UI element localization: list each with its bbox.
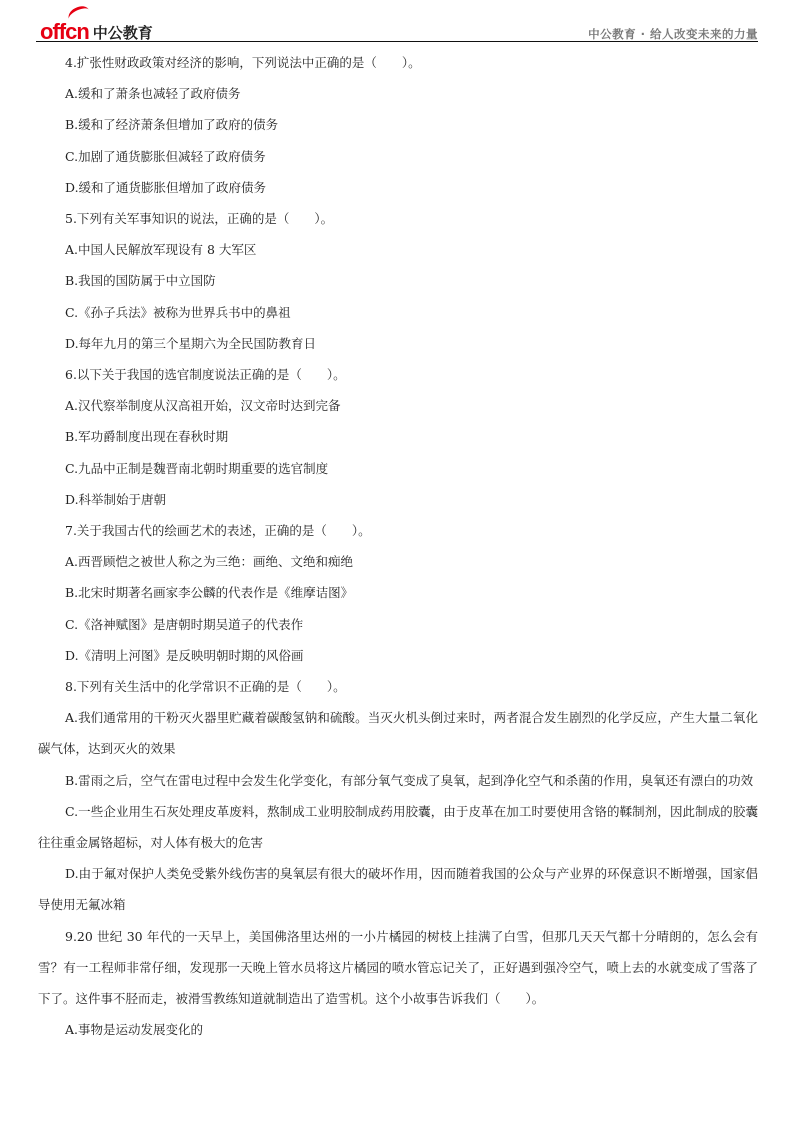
question-option: D.由于氟对保护人类免受紫外线伤害的臭氧层有很大的破坏作用，因而随着我国的公众与产业界的环保意识不断增强，国家倡导使用无氟冰箱 bbox=[38, 866, 758, 913]
question-option: B.我国的国防属于中立国防 bbox=[65, 273, 216, 289]
question-stem: 4.扩张性财政政策对经济的影响，下列说法中正确的是（ ）。 bbox=[65, 55, 421, 70]
question-option: B.军功爵制度出现在春秋时期 bbox=[65, 429, 229, 445]
question-option: B.北宋时期著名画家李公麟的代表作是《维摩诘图》 bbox=[65, 585, 354, 601]
question-option: A.我们通常用的干粉灭火器里贮藏着碳酸氢钠和硫酸。当灭火机头倒过来时，两者混合发生剧烈的化学反应，产生大量二氧化碳气体，达到灭火的效果 bbox=[38, 710, 758, 757]
question-stem: 5.下列有关军事知识的说法，正确的是（ ）。 bbox=[65, 211, 334, 227]
question-option: D.缓和了通货膨胀但增加了政府债务 bbox=[65, 179, 267, 195]
question-option: C.九品中正制是魏晋南北朝时期重要的选官制度 bbox=[65, 460, 329, 476]
question-option: B.雷雨之后，空气在雷电过程中会发生化学变化，有部分氧气变成了臭氧，起到净化空气和杀菌的作用，臭氧还有漂白的功效 bbox=[65, 772, 754, 788]
page-header bbox=[38, 12, 758, 44]
question-option: A.中国人民解放军现设有 8 大军区 bbox=[65, 242, 257, 258]
question-option: D.《清明上河图》是反映明朝时期的风俗画 bbox=[65, 647, 304, 663]
question-option: A.西晋顾恺之被世人称之为三绝：画绝、文绝和痴绝 bbox=[65, 554, 354, 570]
question-option: C.《洛神赋图》是唐朝时期吴道子的代表作 bbox=[65, 616, 304, 632]
question-stem: 7.关于我国古代的绘画艺术的表述，正确的是（ ）。 bbox=[65, 523, 371, 539]
question-option: B.缓和了经济萧条但增加了政府的债务 bbox=[65, 117, 279, 133]
logo-text-cn: 中公教育 bbox=[92, 24, 153, 42]
question-option: C.《孙子兵法》被称为世界兵书中的鼻祖 bbox=[65, 304, 291, 320]
logo-text-en: offcn bbox=[40, 19, 89, 44]
header-slogan: 中公教育 · 给人改变未来的力量 bbox=[588, 27, 758, 41]
header-divider bbox=[36, 41, 758, 42]
question-stem: 9.20 世纪 30 年代的一天早上，美国佛洛里达州的一小片橘园的树枝上挂满了白雪，但那几天天气都十分晴朗的，怎么会有雪？有一工程师非常仔细，发现那一天晚上管水员将这片橘园的喷水管忘记关了，正好遇到强冷空气，喷上去的水就变成了雪落了下了。这件事不胫而走，被滑雪教练知道就制造出了造雪机。这个小故事告诉我们（ ）。 bbox=[38, 928, 758, 1007]
question-option: C.加剧了通货膨胀但减轻了政府债务 bbox=[65, 148, 266, 164]
question-option: D.每年九月的第三个星期六为全民国防教育日 bbox=[65, 335, 317, 351]
question-option: A.汉代察举制度从汉高祖开始，汉文帝时达到完备 bbox=[65, 398, 341, 414]
question-option: C.一些企业用生石灰处理皮革废料，熬制成工业明胶制成药用胶囊，由于皮革在加工时要使用含铬的鞣制剂，因此制成的胶囊往往重金属铬超标，对人体有极大的危害 bbox=[38, 803, 758, 851]
question-stem: 6.以下关于我国的选官制度说法正确的是（ ）。 bbox=[65, 367, 346, 383]
question-stem: 8.下列有关生活中的化学常识不正确的是（ ）。 bbox=[65, 679, 346, 695]
question-option: D.科举制始于唐朝 bbox=[65, 491, 167, 507]
question-option: A.事物是运动发展变化的 bbox=[65, 1022, 204, 1038]
offcn-logo bbox=[40, 16, 153, 44]
question-option: A.缓和了萧条也减轻了政府债务 bbox=[65, 86, 241, 102]
document-body bbox=[38, 47, 758, 1046]
